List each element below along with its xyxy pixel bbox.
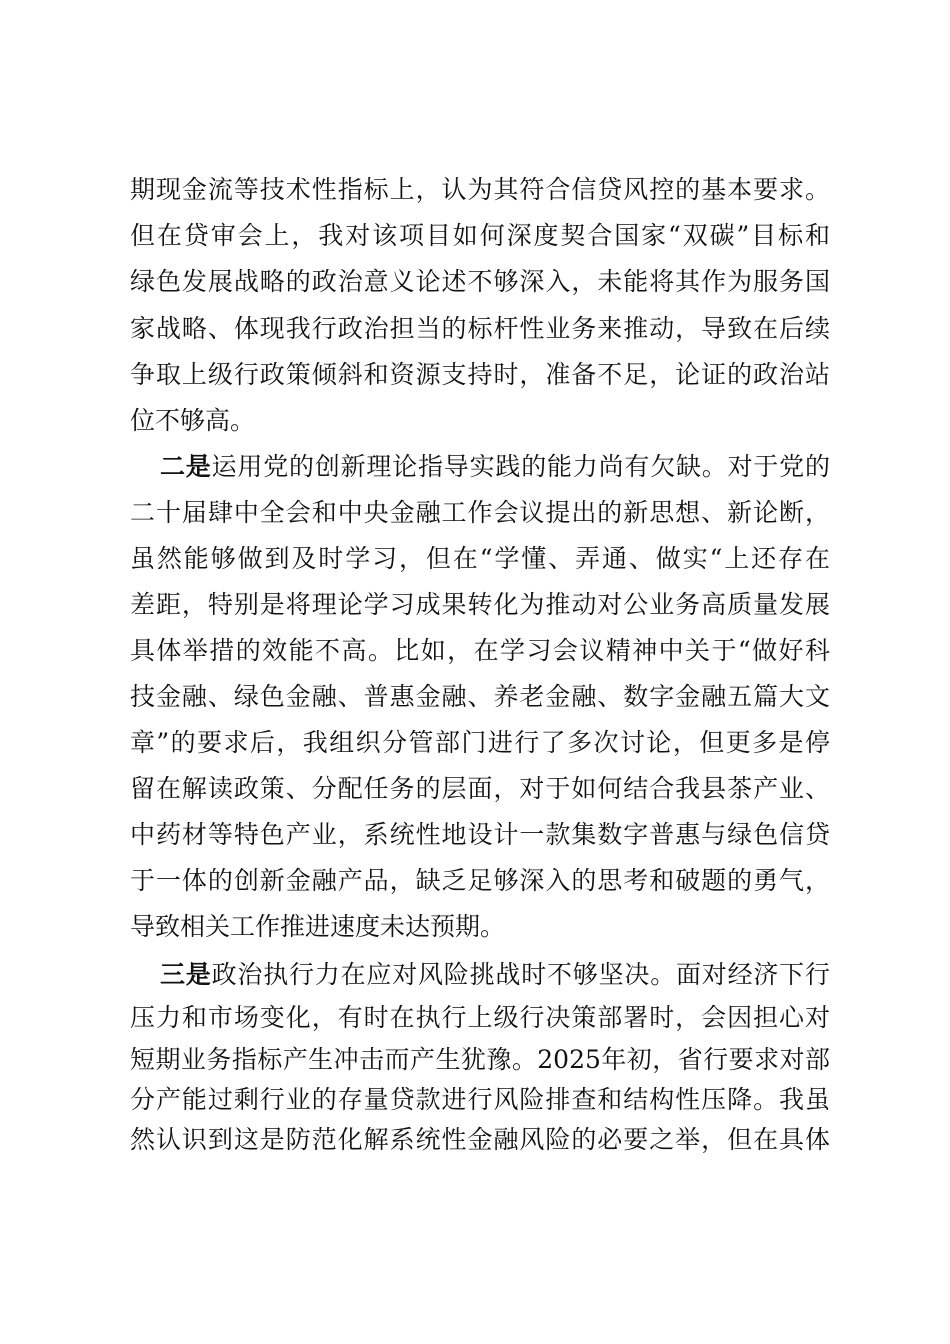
text-line: 位不够高。	[130, 406, 256, 435]
text-line: 然认识到这是防范化解系统性金融风险的必要之举，但在具体	[130, 1125, 830, 1154]
text-line: 于一体的创新金融产品，缺乏足够深入的思考和破题的勇气，	[130, 866, 830, 895]
text-line: 导致相关工作推进速度未达预期。	[130, 912, 506, 941]
text-line: 差距，特别是将理论学习成果转化为推动对公业务高质量发展	[130, 590, 830, 619]
text-line	[160, 450, 830, 484]
text-line	[160, 958, 830, 992]
line-text: 运用党的创新理论指导实践的能力尚有欠缺。对于党的	[211, 452, 830, 481]
text-line: 中药材等特色产业，系统性地设计一款集数字普惠与绿色信贷	[130, 820, 830, 849]
line-text: 政治执行力在应对风险挑战时不够坚决。面对经济下行	[211, 960, 830, 989]
text-line: 具体举措的效能不高。比如，在学习会议精神中关于“做好科	[130, 636, 830, 665]
text-line: 争取上级行政策倾斜和资源支持时，准备不足，论证的政治站	[130, 360, 830, 389]
text-line: 家战略、体现我行政治担当的标杆性业务来推动，导致在后续	[130, 314, 830, 343]
text-line: 但在贷审会上，我对该项目如何深度契合国家“双碳”目标和	[130, 221, 830, 250]
paragraph-lead: 三是	[160, 960, 212, 989]
text-line: 章”的要求后，我组织分管部门进行了多次讨论，但更多是停	[130, 728, 830, 757]
text-line: 二十届肆中全会和中央金融工作会议提出的新思想、新论断，	[130, 498, 830, 527]
text-line: 绿色发展战略的政治意义论述不够深入，未能将其作为服务国	[130, 267, 830, 296]
paragraph-lead: 二是	[160, 452, 212, 481]
text-line: 期现金流等技术性指标上，认为其符合信贷风控的基本要求。	[130, 175, 830, 204]
text-line: 短期业务指标产生冲击而产生犹豫。2025年初，省行要求对部	[130, 1045, 830, 1074]
text-line: 虽然能够做到及时学习，但在“学懂、弄通、做实“上还存在	[130, 544, 830, 573]
text-line: 技金融、绿色金融、普惠金融、养老金融、数字金融五篇大文	[130, 682, 830, 711]
text-line: 留在解读政策、分配任务的层面，对于如何结合我县茶产业、	[130, 774, 830, 803]
text-line: 压力和市场变化，有时在执行上级行决策部署时，会因担心对	[130, 1003, 830, 1032]
text-line: 分产能过剩行业的存量贷款进行风险排查和结构性压降。我虽	[130, 1085, 830, 1114]
